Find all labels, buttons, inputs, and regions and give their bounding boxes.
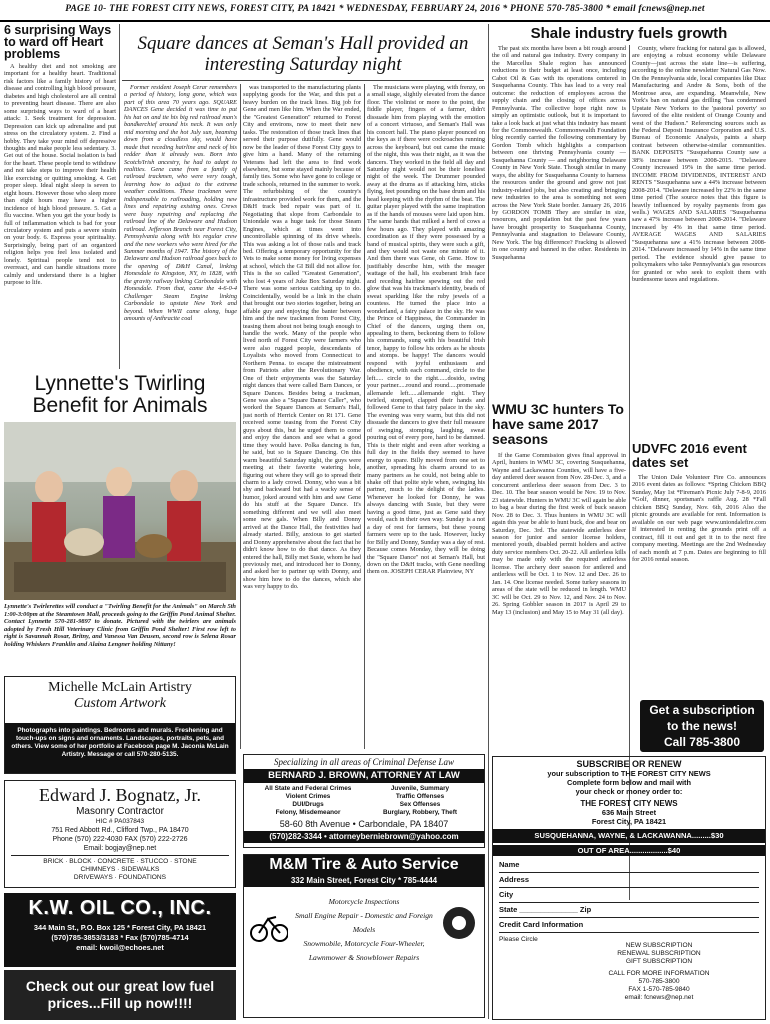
call-info: CALL FOR MORE INFORMATION [608, 970, 710, 977]
subscribe-counties: SUSQUEHANNA, WAYNE, & LACKAWANNA.........$30 [493, 829, 765, 843]
fuel-prices-ad: Check out our great low fuel prices...Fill up now!!!! [4, 970, 236, 1020]
artistry-sub: Custom Artwork [74, 696, 166, 711]
subscribe-outarea: OUT OF AREA..................$40 [493, 845, 765, 856]
mm-service: Snowmobile, Motorcycle Four-Wheeler, [303, 939, 425, 948]
mm-service: Motorcycle Inspections [328, 897, 400, 906]
heart-article [4, 63, 116, 370]
page-header: PAGE 10- THE FOREST CITY NEWS, FOREST CITY, PA 18421 * WEDNESDAY, FEBRUARY 24, 2016 * PHONE 570-785-3800 * email fcnews@nep.net [0, 0, 770, 22]
defense-tag: Specializing in all areas of Criminal Defense Law [274, 757, 454, 767]
defense-item: Traffic Offenses [395, 793, 445, 800]
udvfc-article [632, 474, 766, 694]
defense-item: Juvenile, Summary [390, 785, 450, 792]
bognatz-title: Masonry Contractor [76, 806, 164, 817]
renewal-subscription-option[interactable]: RENEWAL SUBSCRIPTION [617, 950, 701, 957]
shale-col1 [492, 45, 626, 402]
defense-item: Violent Crimes [285, 793, 331, 800]
state-zip-field[interactable]: State ______________ Zip [499, 903, 759, 918]
mm-tire-ad [243, 854, 485, 1018]
subscribe-email: email: fcnews@nep.net [624, 994, 694, 1001]
kwoil-line2: (570)785-3853/3183 * Fax (570)785-4714 [51, 933, 189, 942]
shale-headline: Shale industry fuels growth [530, 25, 728, 42]
udvfc-headline: UDVFC 2016 event dates set [632, 441, 747, 470]
gift-subscription-option[interactable]: GIFT SUBSCRIPTION [625, 958, 693, 965]
subscribe-street: 636 Main Street [601, 808, 657, 817]
name-field[interactable]: Name [499, 858, 759, 873]
bognatz-ad [4, 780, 236, 888]
kwoil-name: K.W. OIL CO., INC. [28, 897, 212, 919]
wmu-article [492, 452, 626, 732]
kwoil-ad [4, 893, 236, 967]
promo-line2: to the news! [666, 719, 737, 733]
defense-item: Sex Offenses [399, 801, 441, 808]
please-circle: Please Circle [499, 936, 538, 943]
square-dance-col1-text: Former resident Joseph Cerar remembers a period of history, long gone, which was part of this area 70 years ago. SQUARE DANCES Gene decided it was time to put his hat on and tie his big red railroad man's bandkerchief around his neck. It was only mid morning and the hot July sun, beaming down from a cloudless sky, would have made that receding hairline and neck of his redder than it already was. Born into Scotch/Irish ancestry, he had to adapt to realities. Gene came from a family of railroad trackmen, who were very tough, learning how to adjust to the extreme weather conditions. These trackmen were indispensable to railroading, holding new lines and repairing existing ones. Crews were busy repairing and replacing the railroad line of the Delaware and Hudson railroad. Jefferson Branch near Forest City, Pennsylvania along with his regular crew and the new workers who were hired for the Summer months of 1947. The history of the Delaware and Hudson railroad goes back to the opening of D&H Canal, linking Honesdale to Kingston, NY, in 1828, with the gravity railway linking Carbondale with Honesdale. From that, came the 4-6-0-4 Challenger Steam Engine linking Carbondale to upstate New York and beyond. When WWII came along, huge amounts of Anthracite coal [124, 84, 237, 323]
new-subscription-option[interactable]: NEW SUBSCRIPTION [625, 942, 693, 949]
defense-item: All State and Federal Crimes [264, 785, 352, 792]
udvfc-body: The Union Dale Volunteer Fire Co. announces 2016 event dates as follows: *Spring Chicken BBQ Sunday, May 1st *Fireman's Picnic July 7-8-9, 2016 *Golf, dinner, sportsman's raffle Aug. 28 *Fall chicken BBQ Sunday, Nov. 6th, 2016 Also the picnic grounds are available for rent. Information is available on our web page www.uniondalefire.com If interested in renting the grounds print off a contract, fill it out and get it in to the next fire company meeting. Meetings are the 2nd Wednesday of each month at 7 p.m. Dates are beginning to fill for 2016 rental season. [632, 474, 766, 563]
motorcycle-icon [250, 895, 288, 945]
square-dance-headline: Square dances at Seman's Hall provided an interesting Saturday night [137, 33, 469, 75]
bognatz-email: Email: bogjay@nep.net [83, 845, 157, 852]
mm-name: M&M Tire & Auto Service [244, 855, 484, 875]
twirlers-photo [4, 422, 236, 600]
defense-item: DUI/Drugs [292, 801, 324, 808]
credit-card-field[interactable]: Credit Card Information [499, 918, 759, 933]
defense-ad [243, 754, 485, 848]
mm-service: Small Engine Repair - Domestic and Foreign Models [295, 911, 433, 934]
square-dance-col2-text: was transported to the manufacturing plants supplying goods for the War, and this put a heavy burden on the track lines. Big job for Gene and men like him. When the War ended, the "Greatest Generation" returned to Forest City and environs, now to meet their new tasks. The restoration of those track lines that served their purpose dutifully. Gene would now be the leader of these Forest City guys to give him a hand. Many of the returning Veterans had left the area to find work elsewhere, but some stayed mainly because of family ties. Some who have gone to college or trade schools, returned in the summer to work. The refurbishing of the country's infrastructure provided work for them, and the D&H track bed repair was part of it. Negotiating that slope from Carbondale to Uniondale was a huge task for those Steam Engines, which at times went into uncontrollable spinning of its drive wheels. This was asking a lot of those rails and track bed. Offering a temporary opportunity for the Vets to make some money for living expenses at school, which the GI Bill did not allow for. This is the so called "Greatest Generation", who lost 4 years of Juke Box Saturday night. There was some serious catching up to do. Coincidentally, would be a link in the chain that brought our two stories together, being an affable guy and enjoying the banter between him and the new trackmen from Forest City, teasing them about not being tough enough to handle the work. Many of the people who lived north of Forest City were farmers who were also rugged people, descendants of Loyalists who moved from Connecticut to Northern Penna. to escape the mistreatment from Patriots after the Revolutionary War. One of their enjoyments was the Saturday night dances that were called Barn Dances, or Square Dances. Besides being a trackman, Gene was also a "Square Dance Caller", who worked the Square Dances at Seman's Hall, just north of Herrick Center on Rt 171. Gene received some teasing from the Forest City guys about this, but he urged them to come and enjoy the dances and see what a good time they would have. Polka dancing is fun, he said, but so is Square Dancing. On this warm beautiful Saturday night, the guys were meeting at their favorite watering hole, figuring out where they will go to spread their charm to a lady crowd. Donny, who was a bit shy and backward but had a wacky sense of humor, joked around with him and saw Gene do his stuff at the Square Dance. It's something different and we will also meet some new gals. When Billy and Donny arrived at the Dance Hall, the festivities had already started. Billy, anxious to get started and Donny apprehensive about the fact that he didn't know how to do that dance. As they entered the hall, Billy met Susie, whom he had previously met, and introduced her to Donny, and asked her to partner up with Donny, and show him how to do the dances, which she was very happy to do. [243, 84, 361, 591]
bognatz-phone: Phone (570) 222-4030 FAX (570) 222-2726 [52, 836, 188, 843]
square-dance-col2 [243, 84, 361, 749]
promo-line3: Call 785-3800 [663, 735, 741, 749]
bognatz-services2: CHIMNEYS · SIDEWALKS [80, 866, 160, 873]
square-dance-col3-text: The musicians were playing, with frenzy, on a small stage, slightly elevated from the dance floor. The violinist or more to the point, the fiddle player, fingers of a farmer, didn't dissuade him from playing with the emotion of a concert virtuoso, and Seman's Hall was his concert hall. The piano player pounced on the keys as if there were cockroaches running across the keyboard, but out came the music of the night, this was their night, as it was the dancers. They worked in the field all day and Saturday night would not be their loneliest night of the week. The Drummer pounded away at the drums as if attacking him, sticks flying, feet pounding on the base drum and his head keeping with the rhythm of the beat. The guitar player played with the same inspiration as if the hands of mouses were laid upon him. The same hands that milked a herd of cows a few hours ago. They played with amazing coordination as if they were possessed by a band of musical spirits, they were such a gift, and they would not waste one minute of it. And then there was Gene, oh Gene. How to justifiably describe him, with the meager wattage of the hall, his exuberant Irish face and receding hairline spewing out the red glow that was his trackman's identity, beads of sweat sparkling like the ruby jewels of a countess. He turned the place into a wonderland, a fairy palace in the sky. He was the Prince of Happiness, the Commander in Chief of the dancers, urging them on, appealing to them, beckoning them to follow his commands, sung with his beautiful Irish tenor, happy to follow his orders as he shouts and stomps. be happy! The dancers would respond with joyful enthusiasm and obedience, with each command, circle to the left..... circle to the right......dosido, swing your partner.....round and round.....promenade allemande left......allemande right. They twirled, stomped, clapped their hands and followed Gene to that fairy palace in the sky. The evening was very warm, but this did not dissuade the dancers to give their full measure of swinging, stomping, laughing, sweat pouring out of every pore, hard to be damned. This is their night and even after working a full day in the fields they seemed to have energy to spare. Billy moved from one set to another, spreading his charm around to as many partners as he could, not being able to shake off that polite style when, swinging his partner, much to the delight of the ladies. Whenever he looked for Donny, he was always dancing with Susie, but they were having a good time, just as Gene said they would, each in their own way. Sunday is a not a day of rest for farmers, but these young farmers were up to the task. However, lucky for Billy and Donny, Sunday was a day of rest. Because comes Monday, they will be doing the "Square Dance" not at Seman's Hall, but down on the D&H tracks, with Gene needling them on. JOSEPH CERAR Plainview, NY [367, 84, 485, 576]
subscribe-check: your check or money order to: [575, 787, 683, 796]
subscription-promo[interactable] [640, 700, 764, 752]
subscribe-complete: Complete form below and mail with [566, 778, 691, 787]
defense-item: Burglary, Robbery, Theft [383, 809, 457, 816]
defense-address: 58-60 8th Avenue • Carbondale, PA 18407 [279, 819, 449, 829]
bognatz-hic: HIC # PA037843 [95, 818, 145, 825]
shale-col2-text: County, where fracking for natural gas is allowed, are enjoying a robust economy while Delaware County—just across the state line—is suffering, according to the online newsletter Natural Gas Now. On the Pennsylvania side, local companies like Diaz Manufacturing and Andre & Sons, both of the Montrose area, are expanding. Meanwhile, New York's ban on natural gas drilling "has condemned Upstate New Yorkers to the 'pastoral poverty' so favored of the elite resident of Orange County and west of the Hudson." Referencing sources such as the Federal Deposit Insurance Corporation and U.S. Bureau of Economic Analysis, paints a sharp contrast between otherwise-similar communities. BANK DEPOSITS "Susquehanna County saw a 38% increase between 2008-2015. "Delaware County increased 19% in the same time period. INCOME FROM DIVIDENDS, INTEREST AND RENTS "Susquehanna saw a 44% increase between 2008-2014. "Delaware increased by 22% in the same time period (The source notes that this figure is heavily influenced by royalty payments from gas wells.) WAGES AND SALARIES "Susquehanna saw a 47% increase between 2008-2014. "Delaware increased by 4% in that same time period. AVERAGE WAGES AND SALARIES "Susquehanna saw a 41% increase between 2008-2014. "Delaware increased by 14% in the same time period. The evidence should give pause to policymakers who take Pennsylvania's gas resources for granted or who seek to exploit them with burdensome taxes and regulations. [632, 45, 766, 284]
subscribe-sub: your subscription to THE FOREST CITY NEWS [547, 769, 711, 778]
bognatz-address: 751 Red Abbott Rd., Clifford Twp., PA 18470 [51, 827, 189, 834]
heart-body: A healthy diet and not smoking are important for a healthy heart. Traditional risk factors like a family history of heart disease and controlling high blood pressure, diabetes and high cholesterol are all central to preventing heart disease. There are also some surprising ways to ward of a heart attack: 1. Seek treatment for depression. Depression can kick up adrenaline and put stress on the circulatory system. 2. Find a hobby. They take your mind off depressive thoughts and make people less sedentary. 3. Get out of the house. Social isolation is bad for the heart. These people tend to withdraw and not take steps to improve their health like exercising or quitting smoking. 4. Get proper sleep. Ideal night sleep is seven to eight hours. However those who sleep more than eight hours may have a higher incidence of high blood pressure. 5. Get a flu vaccine. When you get the your body is full of inflammation which is bad for your circulatory system and puts a severe strain on your body. 6. Express your spirituality. Surprisingly, being part of an organized religion helps you feel less isolated and lonely. Spiritual people tend not to overreact, and can handle situations more calmly and understand there is a higher purpose to life. [4, 63, 116, 287]
defense-right-list [364, 785, 476, 817]
defense-name: BERNARD J. BROWN, ATTORNEY AT LAW [244, 769, 484, 783]
mm-service: Lawnmower & Snowblower Repairs [308, 953, 420, 962]
wmu-body: If the Game Commission gives final approval in April, hunters in WMU 3C, covering Susquehanna, Wayne and Lackawanna Counties, will have a five-day antlered deer season from Nov. 28-Dec. 3, and a concurrent antlerless deer season from Dec. 3 to Dec. 10. The bear season would be Nov. 19 to Nov. 23 statewide. Hunters in WMU 3C will again be able to bag a bear during the first week of buck season Nov. 28 to Dec. 3. Thus hunters in WMU 3C will again this year be able to hunt buck, doe and bear on Saturday, Dec. 3rd. The statewide antlerless deer season for junior and senior license holders, mentored youth, disabled permit holders and active duty service members Oct. 20-22. All antlerless kills may be made only with the required antlerless license. The archery deer season for antlered and antlerless will be Oct. 1 to Nov. 12 and Dec. 26 to Jan. 14. One license needed. Some turkey seasons in areas of the state will be reduced in length. WMU 3C will be Oct. 29 to Nov. 12, and Nov. 24 to Nov. 26. Spring Gobbler season in 2017 is April 29 to May 13 (inclusion) and May 15 to May 31 (all day). [492, 452, 626, 616]
artistry-ad [4, 676, 236, 774]
subscribe-paper: THE FOREST CITY NEWS [580, 799, 678, 808]
defense-phone: (570)282-3344 • attorneyberniebrown@yahoo.com [244, 831, 484, 843]
shale-col2 [632, 45, 766, 440]
mm-address: 332 Main Street, Forest City * 785-4444 [244, 875, 484, 887]
subscribe-form [492, 756, 766, 1020]
lynnette-headline: Lynnette's Twirling Benefit for Animals [32, 372, 208, 417]
promo-line1: Get a subscription [649, 703, 755, 717]
kwoil-line1: 344 Main St., P.O. Box 125 * Forest City, PA 18421 [33, 923, 207, 932]
square-dance-col1 [124, 84, 237, 369]
kwoil-line3: email: kwoil@echoes.net [76, 943, 164, 952]
wmu-headline: WMU 3C hunters To have same 2017 seasons [492, 401, 624, 447]
defense-left-list [252, 785, 364, 817]
subscribe-fax: FAX 1-570-785-9840 [628, 986, 690, 993]
artistry-body: Photographs into paintings. Bedrooms and murals. Freshening and touch-ups on signs and ornaments. Landscapes, portraits, pets, and others. View some of her portfolio at Facebook page M. Jaconia McLain Artistry. Message or call 570-280-5135. [5, 723, 235, 773]
shale-col1-text: The past six months have been a bit rough around the oil and natural gas industry. Every company in the Marcellus Shale region has announced reductions to their budget at least once, including Cabot Oil & Gas with its operations centered in Susquehanna County. This has lead to a very real outcome: the reduction of employees across the supply chain and the closing of offices across Pennsylvania. The collective hope right now is simply an optimistic outlook, but it is important to take a look back at just what this industry has meant for the Commonwealth. Commonwealth Foundation blog recently carried the following commentary by Gordon Tomb which highlights a comparison between one thriving Pennsylvania county — Susquehanna County — and neighboring Delaware County in New York State. Though similar in many ways, the ability for Susquehanna County to harness the resources under the ground and grow not just industry-related jobs, but also creating and bringing new industries to the area is something not seen across the New York State border. January 26, 2016 by GORDON TOMB They are similar in size, resources, and population but the past few years have brought prosperity to Susquehanna County, Pennsylvania and stagnation to Delaware County, New York. The big difference? Fracking is allowed in one county and banned in the other. Residents in Susquehanna [492, 45, 626, 261]
city-field[interactable]: City [499, 888, 759, 903]
tire-icon [440, 895, 478, 945]
bognatz-name: Edward J. Bognatz, Jr. [39, 785, 201, 805]
heart-headline: 6 surprising Ways to ward off Heart problems [4, 23, 112, 61]
address-field[interactable]: Address [499, 873, 759, 888]
subscribe-city: Forest City, PA 18421 [591, 817, 667, 826]
twirlers-caption: Lynnette's Twirlerettes will conduct a "Twirling Benefit for the Animals" on March 5th 1:00-3:00pm at the Steamtown Mall, proceeds going to the Griffin Pond Animal Shelter. Contact Lynnette 570-281-9897 to donate. Pictured with the twirlers are animals adopted by Fresh Hill Veterinary Clinic from Griffin Pond Shelter! First row left to right is Savannah Rosar, Britny, and Vanessa Van Deusen, second row is Selena Rosar holding Whiskers Franklin and Alaina Lengner holding Nittany! [4, 603, 236, 648]
subscribe-phone: 570-785-3800 [638, 978, 680, 985]
subscribe-title: SUBSCRIBE OR RENEW [576, 759, 682, 769]
square-dance-col3 [367, 84, 485, 749]
bognatz-services: BRICK · BLOCK · CONCRETE · STUCCO · STONE [11, 855, 229, 866]
defense-item: Felony, Misdemeanor [275, 809, 341, 816]
artistry-name: Michelle McLain Artistry [48, 680, 192, 695]
bognatz-services3: DRIVEWAYS · FOUNDATIONS [73, 874, 167, 881]
